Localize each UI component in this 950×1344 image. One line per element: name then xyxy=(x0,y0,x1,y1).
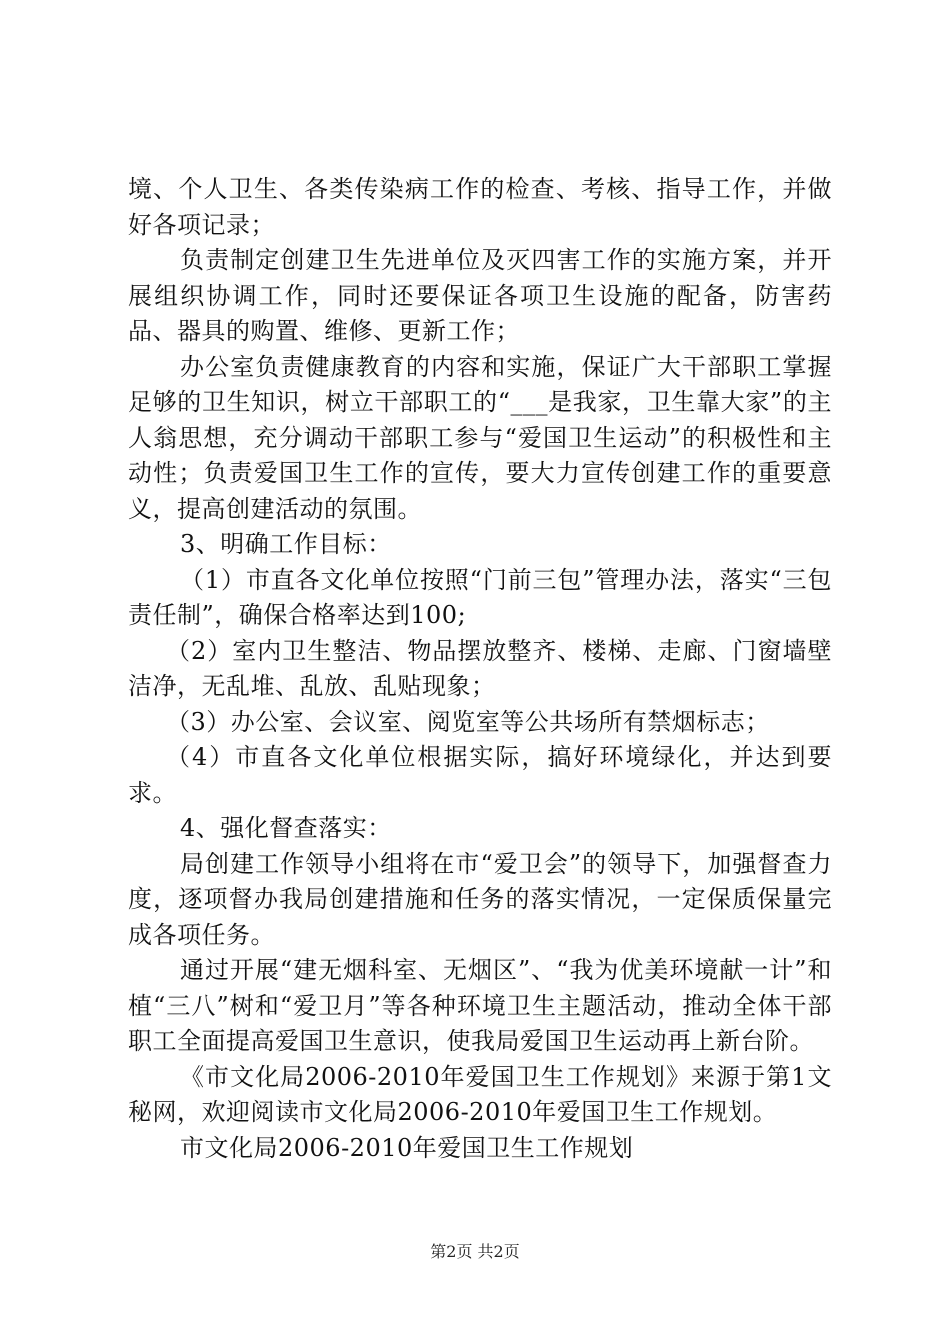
document-body xyxy=(128,172,832,1166)
paragraph-health-education: 办公室负责健康教育的内容和实施，保证广大干部职工掌握足够的卫生知识，树立干部职工的“___是我家，卫生靠大家”的主人翁思想，充分调动干部职工参与“爱国卫生运动”的积极性和主动性；负责爱国卫生工作的宣传，要大力宣传创建工作的重要意义，提高创建活动的氛围。 xyxy=(128,352,832,523)
paragraph-title-line: 市文化局2006-2010年爱国卫生工作规划 xyxy=(180,1133,634,1162)
paragraph-supervision: 局创建工作领导小组将在市“爱卫会”的领导下，加强督查力度，逐项督办我局创建措施和任务的落实情况，一定保质保量完成各项任务。 xyxy=(128,849,832,949)
goal-item-3: （3）办公室、会议室、阅览室等公共场所有禁烟标志； xyxy=(166,707,770,736)
goal-item-2: （2）室内卫生整洁、物品摆放整齐、楼梯、走廊、门窗墙壁洁净，无乱堆、乱放、乱贴现象； xyxy=(128,636,832,700)
goal-item-1: （1）市直各文化单位按照“门前三包”管理办法，落实“三包责任制”，确保合格率达到100; xyxy=(128,565,832,629)
section-heading-supervision: 4、强化督查落实： xyxy=(180,814,392,842)
paragraph-activities: 通过开展“建无烟科室、无烟区”、“我为优美环境献一计”和植“三八”树和“爱卫月”等各种环境卫生主题活动，推动全体干部职工全面提高爱国卫生意识，使我局爱国卫生运动再上新台阶。 xyxy=(128,956,832,1055)
paragraph-pest-control: 负责制定创建卫生先进单位及灭四害工作的实施方案，并开展组织协调工作，同时还要保证各项卫生设施的配备，防害药品、器具的购置、维修、更新工作； xyxy=(128,246,832,345)
paragraph-source-note: 《市文化局2006-2010年爱国卫生工作规划》来源于第1文秘网，欢迎阅读市文化局2006-2010年爱国卫生工作规划。 xyxy=(128,1062,832,1126)
goal-item-4: （4）市直各文化单位根据实际，搞好环境绿化，并达到要求。 xyxy=(128,743,832,807)
paragraph-continuation: 境、个人卫生、各类传染病工作的检查、考核、指导工作，并做好各项记录； xyxy=(128,175,832,239)
page-number-footer: 第2页 共2页 xyxy=(430,1242,520,1261)
section-heading-goals: 3、明确工作目标： xyxy=(180,530,392,558)
